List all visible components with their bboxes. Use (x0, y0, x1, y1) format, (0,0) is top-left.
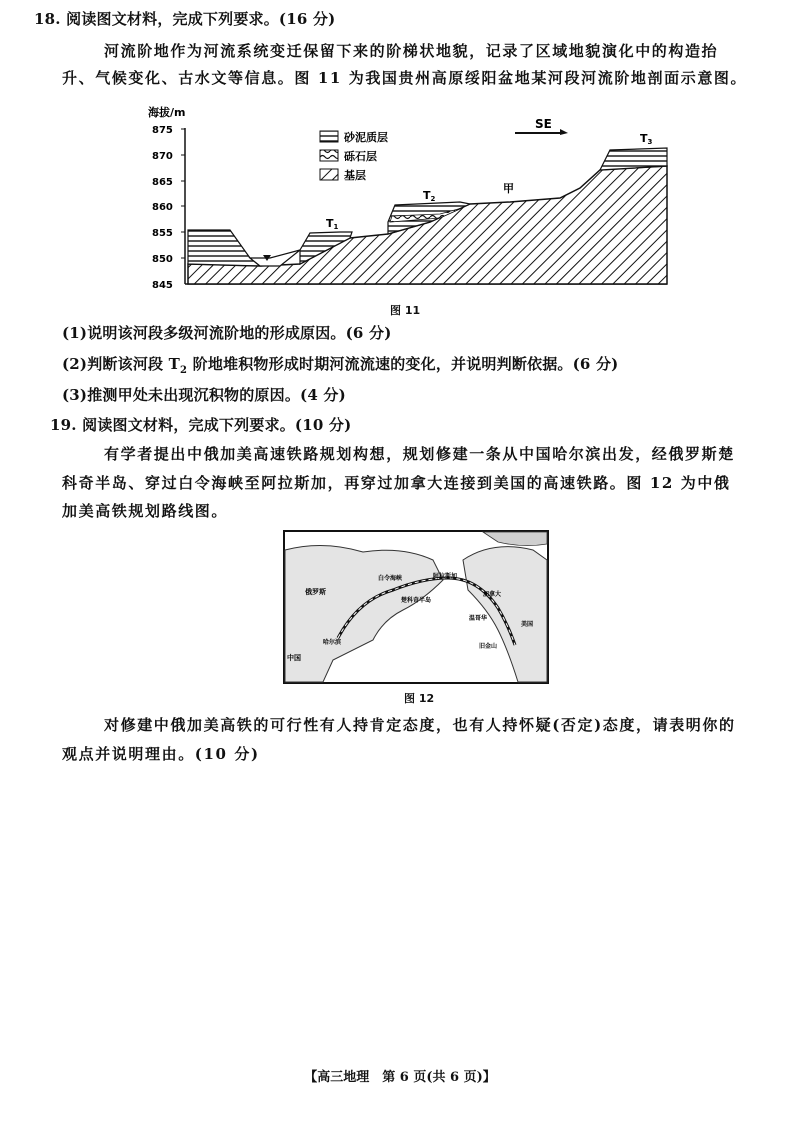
map-label-harbin: 哈尔滨 (323, 639, 342, 646)
q18-paragraph-line-1: 河流阶地作为河流系统变迁保留下来的阶梯状地貌，记录了区域地貌演化中的构造抬 (104, 42, 719, 60)
tick-855: 855 (152, 228, 173, 239)
tick-865: 865 (152, 177, 173, 188)
t3-terrace-sediment (600, 148, 667, 170)
q19-paragraph-line-2: 科奇半岛、穿过白令海峡至阿拉斯加，再穿过加拿大连接到美国的高速铁路。图 12 为中俄 (62, 474, 731, 492)
map-label-san-francisco: 旧金山 (479, 643, 498, 650)
tick-845: 845 (152, 280, 173, 291)
map-label-russia: 俄罗斯 (305, 588, 326, 596)
figure-11-caption: 图 11 (390, 304, 421, 317)
map-label-usa: 美国 (521, 621, 534, 628)
map-label-alaska: 阿拉斯加 (433, 573, 458, 580)
q19-question-line-1: 对修建中俄加美高铁的可行性有人持肯定态度，也有人持怀疑(否定)态度，请表明你的 (104, 716, 736, 734)
q19-paragraph-line-1: 有学者提出中俄加美高速铁路规划构想，规划修建一条从中国哈尔滨出发，经俄罗斯楚 (104, 445, 735, 463)
label-t2: T2 (423, 189, 436, 203)
map-label-china: 中国 (287, 654, 301, 662)
q18-subquestion-3: (3)推测甲处未出现沉积物的原因。(4 分) (62, 386, 346, 404)
q18-paragraph-line-2: 升、气候变化、古水文等信息。图 11 为我国贵州高原绥阳盆地某河段河流阶地剖面示意图。 (62, 69, 748, 87)
figure-legend (320, 130, 388, 182)
tick-870: 870 (152, 151, 173, 162)
q19-heading: 19. 阅读图文材料，完成下列要求。(10 分) (50, 416, 352, 434)
q18-subquestion-2: (2)判断该河段 $T_2$ 阶地堆积物形成时期河流流速的变化，并说明判断依据。(6 分) (62, 355, 619, 376)
q19-question-line-2: 观点并说明理由。(10 分) (62, 745, 260, 763)
river-channel (250, 250, 300, 266)
y-axis-label: 海拔/m (148, 106, 186, 119)
floodplain-sediment (188, 230, 260, 266)
legend-gravel-swatch (320, 150, 338, 161)
label-t3: T3 (640, 132, 653, 146)
page-footer: 【高三地理 第 6 页(共 6 页)】 (304, 1070, 496, 1085)
q18-subquestion-1: (1)说明该河段多级河流阶地的形成原因。(6 分) (62, 324, 392, 342)
q19-paragraph-line-3: 加美高铁规划路线图。 (62, 502, 229, 520)
direction-label: SE (535, 117, 552, 131)
label-jia: 甲 (503, 182, 514, 195)
y-ticks (152, 125, 185, 291)
legend-sand-swatch (320, 131, 338, 142)
tick-875: 875 (152, 125, 173, 136)
railway-route-map (283, 530, 549, 684)
map-label-chukotka: 楚科奇半岛 (401, 597, 432, 604)
legend-bedrock-swatch (320, 169, 338, 180)
map-label-vancouver: 温哥华 (469, 615, 488, 622)
tick-860: 860 (152, 202, 173, 213)
q18-heading: 18. 阅读图文材料，完成下列要求。(16 分) (34, 10, 336, 28)
legend-bedrock-label: 基层 (344, 169, 366, 182)
map-label-canada: 加拿大 (483, 591, 502, 598)
direction-indicator (515, 117, 568, 135)
figure-12-caption: 图 12 (404, 692, 435, 705)
legend-gravel-label: 砾石层 (344, 150, 377, 163)
map-label-bering-strait: 白令海峡 (378, 575, 403, 582)
legend-sand-label: 砂泥质层 (344, 131, 388, 144)
tick-850: 850 (152, 254, 173, 265)
river-terrace-profile-figure (140, 100, 680, 295)
label-t1: T1 (326, 217, 339, 231)
